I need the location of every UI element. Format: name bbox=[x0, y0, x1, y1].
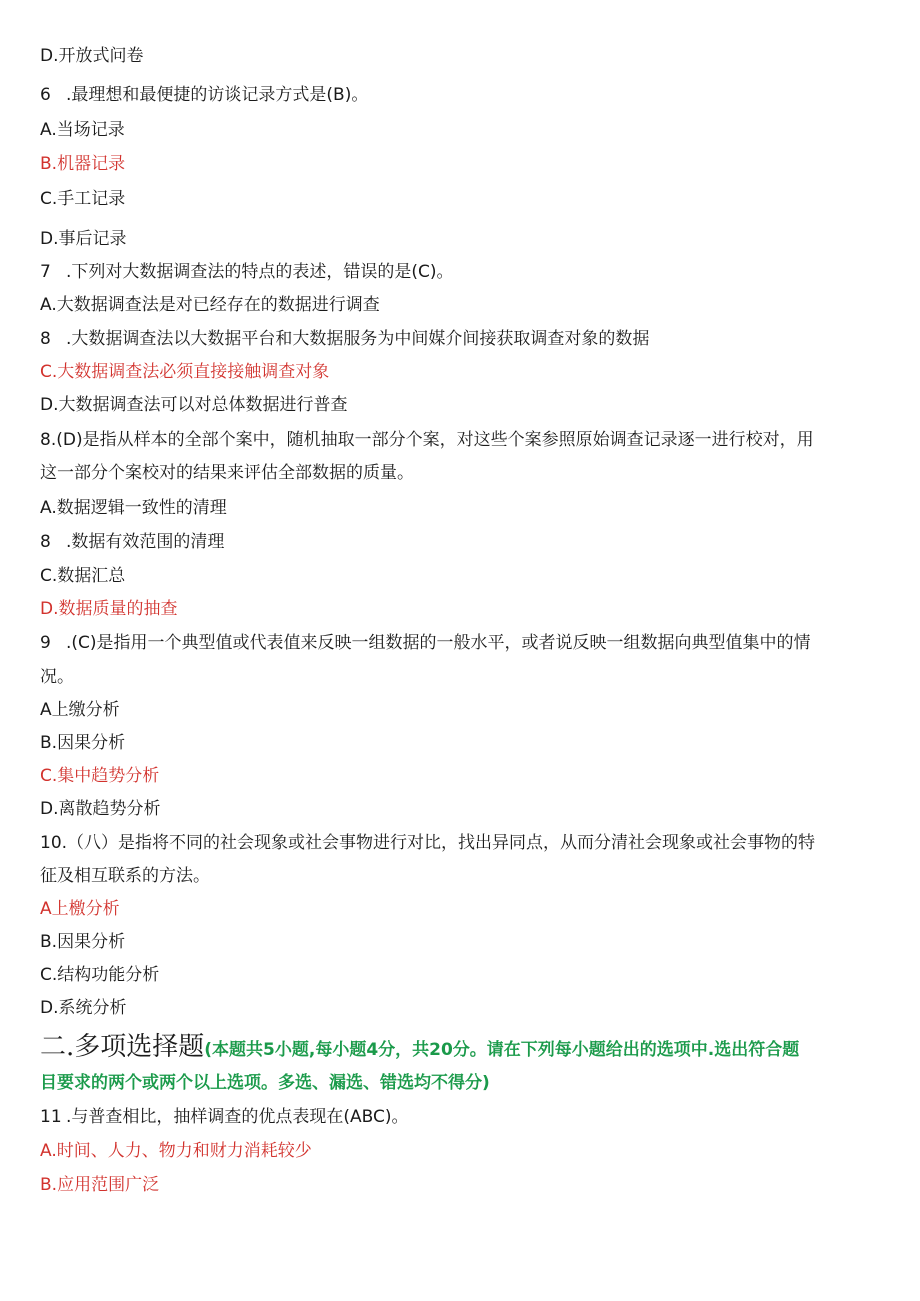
line-text: .下列对大数据调查法的特点的表述，错误的是(C)。 bbox=[66, 262, 454, 282]
line-text: C.集中趋势分析 bbox=[40, 766, 160, 786]
question-number: 9 bbox=[40, 633, 51, 653]
text-line bbox=[40, 931, 125, 953]
text-line bbox=[40, 1140, 312, 1162]
question-number: 11 bbox=[40, 1107, 62, 1127]
text-line bbox=[40, 45, 144, 67]
line-text: D.离散趋势分析 bbox=[40, 799, 161, 819]
line-text: C.大数据调查法必须直接接触调查对象 bbox=[40, 362, 330, 382]
text-line bbox=[40, 328, 649, 350]
text-line bbox=[40, 1106, 409, 1128]
line-text: .最理想和最便捷的访谈记录方式是(B)。 bbox=[66, 85, 369, 105]
line-text: D.系统分析 bbox=[40, 998, 127, 1018]
text-line bbox=[40, 865, 210, 887]
text-line bbox=[40, 361, 329, 383]
line-text: A上檄分析 bbox=[40, 899, 120, 919]
text-line bbox=[40, 765, 159, 787]
line-text: D.事后记录 bbox=[40, 229, 127, 249]
text-line bbox=[40, 394, 348, 416]
question-number: 6 bbox=[40, 85, 51, 105]
text-line bbox=[40, 119, 125, 141]
text-line bbox=[40, 964, 159, 986]
line-text: D.大数据调查法可以对总体数据进行普查 bbox=[40, 395, 348, 415]
line-text: B.因果分析 bbox=[40, 932, 126, 952]
line-text: A.时间、人力、物力和财力消耗较少 bbox=[40, 1141, 312, 1161]
line-text: A.大数据调查法是对已经存在的数据进行调查 bbox=[40, 295, 380, 315]
text-line bbox=[40, 898, 120, 920]
question-number: 8 bbox=[40, 532, 51, 552]
line-text: .与普查相比，抽样调查的优点表现在(ABC)。 bbox=[66, 1107, 409, 1127]
text-line bbox=[40, 666, 74, 688]
text-line bbox=[40, 531, 224, 553]
line-text: A.数据逻辑一致性的清理 bbox=[40, 498, 227, 518]
text-line bbox=[40, 429, 814, 451]
section-note: (本题共5小题,每小题4分，共20分。请在下列每小题给出的选项中.选出符合题 bbox=[204, 1040, 800, 1060]
text-line bbox=[40, 798, 161, 820]
text-line bbox=[40, 997, 127, 1019]
text-line bbox=[40, 188, 125, 210]
text-line bbox=[40, 632, 811, 654]
text-line bbox=[40, 699, 120, 721]
line-text: C.手工记录 bbox=[40, 189, 126, 209]
line-text: 征及相互联系的方法。 bbox=[40, 866, 210, 886]
text-line bbox=[40, 261, 454, 283]
section-note-continued: 目要求的两个或两个以上选项。多选、漏选、错选均不得分) bbox=[40, 1073, 490, 1093]
text-line bbox=[40, 832, 815, 854]
question-number: 7 bbox=[40, 262, 51, 282]
section-heading bbox=[40, 1030, 799, 1067]
line-text: 况。 bbox=[40, 667, 74, 687]
line-text: A.当场记录 bbox=[40, 120, 125, 140]
line-text: B.机器记录 bbox=[40, 154, 126, 174]
line-text: D.开放式问卷 bbox=[40, 46, 144, 66]
line-text: 这一部分个案校对的结果来评估全部数据的质量。 bbox=[40, 463, 414, 483]
line-text: C.结构功能分析 bbox=[40, 965, 160, 985]
text-line bbox=[40, 732, 125, 754]
text-line bbox=[40, 497, 227, 519]
text-line bbox=[40, 1174, 159, 1196]
line-text: C.数据汇总 bbox=[40, 566, 126, 586]
line-text: D.数据质量的抽查 bbox=[40, 599, 178, 619]
text-line bbox=[40, 228, 127, 250]
text-line bbox=[40, 153, 125, 175]
text-line bbox=[40, 84, 368, 106]
line-text: B.应用范围广泛 bbox=[40, 1175, 160, 1195]
line-text: A上缴分析 bbox=[40, 700, 120, 720]
text-line bbox=[40, 565, 125, 587]
question-number: 8 bbox=[40, 329, 51, 349]
section-title: 二.多项选择题 bbox=[40, 1032, 205, 1062]
line-text: B.因果分析 bbox=[40, 733, 126, 753]
line-text: .(C)是指用一个典型值或代表值来反映一组数据的一般水平，或者说反映一组数据向典型值集中的情 bbox=[66, 633, 811, 653]
line-text: .数据有效范围的清理 bbox=[66, 532, 225, 552]
line-text: 8.(D)是指从样本的全部个案中，随机抽取一部分个案，对这些个案参照原始调查记录逐一进行校对，用 bbox=[40, 430, 814, 450]
text-line bbox=[40, 294, 380, 316]
line-text: 10.（八）是指将不同的社会现象或社会事物进行对比，找出异同点，从而分清社会现象或社会事物的特 bbox=[40, 833, 816, 853]
text-line bbox=[40, 598, 178, 620]
line-text: .大数据调查法以大数据平台和大数据服务为中间媒介间接获取调查对象的数据 bbox=[66, 329, 650, 349]
text-line bbox=[40, 462, 414, 484]
